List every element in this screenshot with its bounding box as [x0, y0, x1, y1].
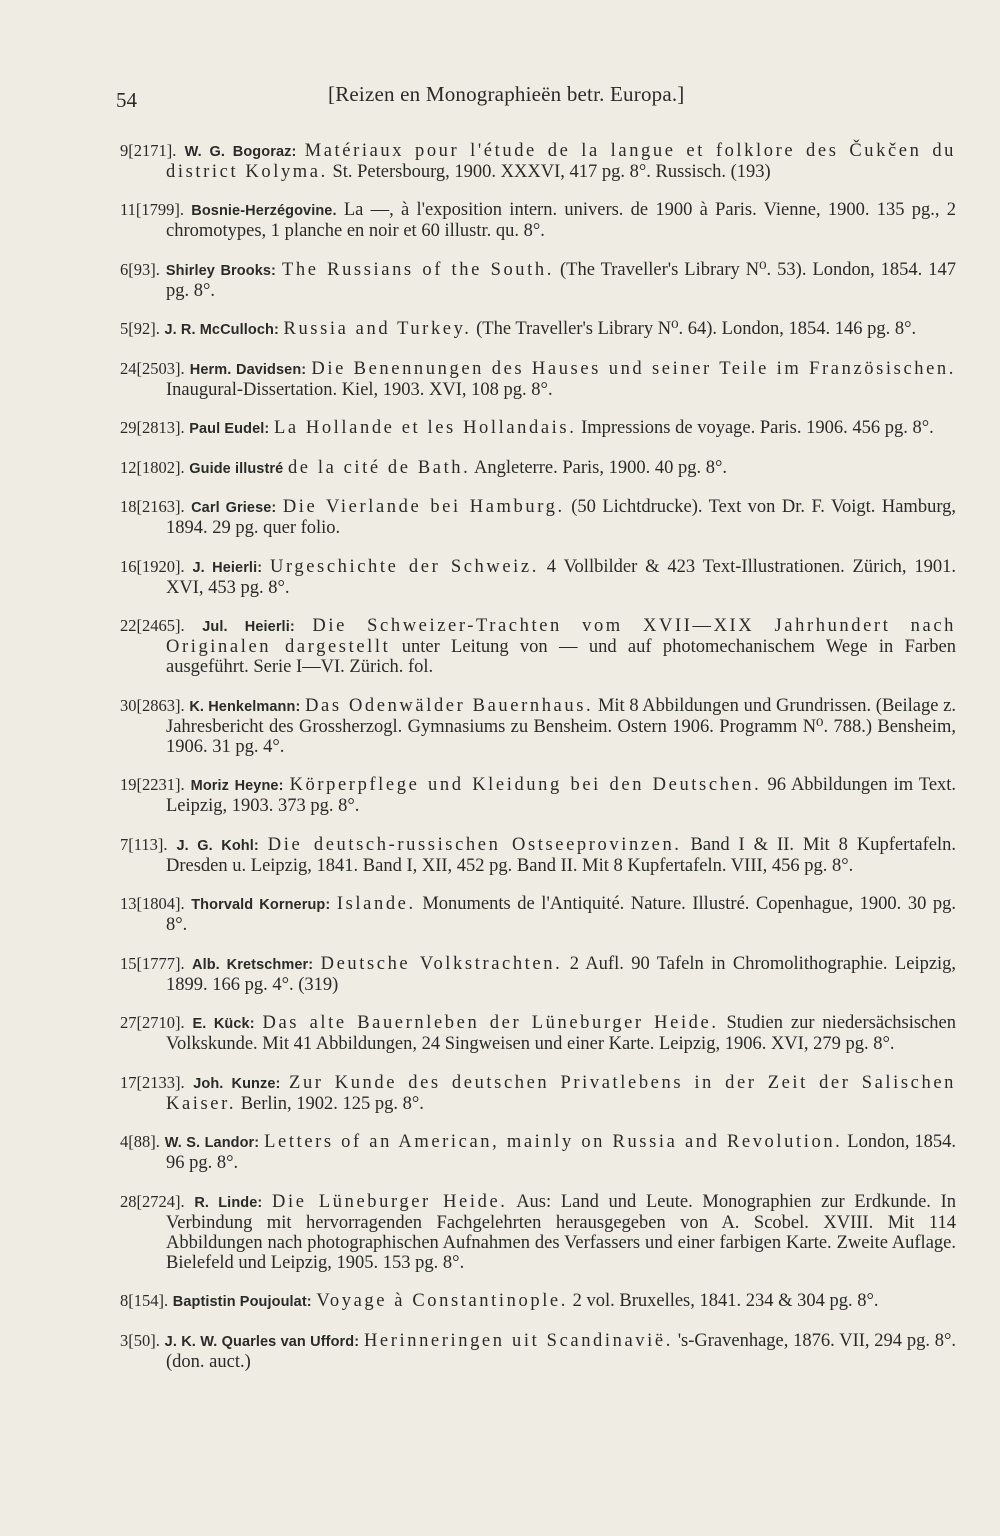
- bibliography-entry: [120, 1073, 956, 1114]
- entry-details: Band I & II. Mit 8 Kupfertafeln. Dresden u. Leipzig, 1841. Band I, XII, 452 pg. Band II. Mit 8 Kupfertafeln. VIII, 456 pg. 8°.: [166, 834, 957, 876]
- entry-details: Aus: Land und Leute. Monographien zur Erdkunde. In Verbindung mit hervorragenden Fachgelehrten herausgegeben von A. Scobel. XVIII. Mit 114 Abbildungen nach photographischen Aufnahmen des Verfassers und einer farbigen Karte. Zweite Auflage. Bielefeld und Leipzig, 1905. 153 pg. 8°.: [166, 1191, 957, 1273]
- entry-title: Die Lüneburger Heide.: [272, 1191, 508, 1212]
- entry-number: 19[2231].: [120, 775, 185, 794]
- entry-details: (The Traveller's Library N⁰. 64). London, 1854. 146 pg. 8°.: [476, 319, 917, 339]
- entry-title: Die Schweizer-Trachten vom XVII—XIX Jahrhundert nach Originalen dargestellt: [166, 616, 956, 657]
- entry-title: Zur Kunde des deutschen Privatlebens in der Zeit der Salischen Kaiser.: [166, 1072, 956, 1114]
- entry-number: 9[2171].: [120, 140, 177, 160]
- bibliography-entry: [120, 260, 956, 301]
- entry-number: 18[2163].: [120, 497, 185, 516]
- entry-author: J. Heierli:: [192, 559, 263, 576]
- entry-author: Shirley Brooks:: [165, 262, 276, 279]
- entry-title: The Russians of the South.: [281, 259, 554, 280]
- entry-title: Die Vierlande bei Hamburg.: [282, 497, 565, 517]
- bibliography-entry: [120, 1132, 956, 1173]
- entry-number: 17[2133].: [120, 1072, 185, 1092]
- entry-number: 4[88].: [120, 1132, 160, 1151]
- bibliography-entry: [120, 954, 956, 995]
- entry-details: Monuments de l'Antiquité. Nature. Illustré. Copenhague, 1900. 30 pg. 8°.: [166, 894, 957, 935]
- entry-author: Joh. Kunze:: [193, 1075, 281, 1092]
- bibliography-entry: [120, 696, 956, 757]
- entry-title: Voyage à Constantinople.: [316, 1291, 568, 1311]
- entry-title: Russia and Turkey.: [283, 319, 472, 339]
- bibliography-entry: [120, 458, 956, 479]
- entry-author: K. Henkelmann:: [189, 698, 301, 715]
- entry-number: 5[92].: [120, 319, 160, 338]
- entry-author: Bosnie-Herzégovine.: [191, 203, 337, 219]
- entry-number: 7[113].: [120, 834, 168, 854]
- bibliography-entry: [120, 835, 956, 876]
- entry-author: Guide illustré: [189, 460, 284, 477]
- running-head: [Reizen en Monographieën betr. Europa.]: [328, 82, 685, 106]
- bibliography-entry: [120, 418, 956, 439]
- bibliography-entry: [120, 894, 956, 935]
- bibliography-list: [120, 122, 956, 1383]
- entry-details: Studien zur niedersächsischen Volkskunde. Mit 41 Abbildungen, 24 Singweisen und einer Karte. Leipzig, 1906. XVI, 279 pg. 8°.: [166, 1013, 956, 1054]
- entry-details: Impressions de voyage. Paris. 1906. 456 pg. 8°.: [581, 418, 934, 438]
- entry-author: J. K. W. Quarles van Ufford:: [164, 1333, 360, 1350]
- bibliography-entry: [120, 359, 956, 400]
- entry-number: 15[1777].: [120, 953, 185, 973]
- entry-title: Körperpflege und Kleidung bei den Deutschen.: [289, 775, 762, 795]
- entry-details: (The Traveller's Library N⁰. 53). London, 1854. 147 pg. 8°.: [166, 259, 957, 301]
- entry-title: Urgeschichte der Schweiz.: [270, 556, 539, 577]
- entry-title: La Hollande et les Hollandais.: [273, 418, 577, 438]
- entry-number: 11[1799].: [120, 200, 185, 219]
- entry-details: (50 Lichtdrucke). Text von Dr. F. Voigt. Hamburg, 1894. 29 pg. quer folio.: [166, 497, 957, 538]
- bibliography-entry: [120, 141, 956, 182]
- entry-details: Inaugural-Dissertation. Kiel, 1903. XVI, 108 pg. 8°.: [166, 379, 553, 400]
- entry-author: Alb. Kretschmer:: [192, 956, 314, 973]
- entry-details: Mit 8 Abbildungen und Grundrissen. (Beilage z. Jahresbericht des Grossherzogl. Gymnasiums zu Bensheim. Ostern 1906. Programm N⁰. 788.) Bensheim, 1906. 31 pg. 4°.: [166, 695, 957, 757]
- entry-author: J. G. Kohl:: [176, 837, 259, 854]
- entry-number: 29[2813].: [120, 418, 185, 437]
- entry-author: Thorvald Kornerup:: [191, 897, 331, 913]
- entry-number: 28[2724].: [120, 1191, 185, 1211]
- bibliography-entry: [120, 497, 956, 538]
- entry-number: 22[2465].: [120, 616, 185, 635]
- bibliography-entry: [120, 319, 956, 340]
- entry-details: 's-Gravenhage, 1876. VII, 294 pg. 8°. (don. auct.): [166, 1330, 957, 1372]
- entry-author: Paul Eudel:: [189, 421, 270, 437]
- entry-title: Deutsche Volkstrachten.: [320, 953, 563, 974]
- bibliography-entry: [120, 1291, 956, 1312]
- entry-title: Matériaux pour l'étude de la langue et folklore des Čukčen du district Kolyma.: [166, 140, 957, 182]
- entry-author: E. Kück:: [192, 1016, 255, 1032]
- entry-number: 27[2710].: [120, 1013, 185, 1032]
- entry-number: 3[50].: [120, 1330, 160, 1350]
- entry-details: unter Leitung von — und auf photomechanischem Wege in Farben ausgeführt. Serie I—VI. Zürich. fol.: [166, 637, 957, 677]
- entry-number: 24[2503].: [120, 358, 185, 378]
- entry-title: Die deutsch-russischen Ostseeprovinzen.: [267, 834, 682, 855]
- bibliography-entry: [120, 1013, 956, 1054]
- entry-author: J. R. McCulloch:: [164, 322, 279, 338]
- entry-details: 2 vol. Bruxelles, 1841. 234 & 304 pg. 8°.: [572, 1291, 879, 1311]
- entry-author: Herm. Davidsen:: [189, 361, 307, 378]
- page-number: 54: [116, 88, 137, 112]
- bibliography-entry: [120, 775, 956, 816]
- entry-details: Angleterre. Paris, 1900. 40 pg. 8°.: [474, 457, 727, 478]
- entry-details: 96 Abbildungen im Text. Leipzig, 1903. 373 pg. 8°.: [166, 775, 957, 816]
- entry-number: 6[93].: [120, 259, 160, 279]
- entry-title: Das alte Bauernleben der Lüneburger Heide.: [262, 1013, 719, 1033]
- entry-title: de la cité de Bath.: [287, 457, 471, 478]
- entry-author: Carl Griese:: [191, 500, 277, 516]
- entry-title: Das Odenwälder Bauernhaus.: [305, 695, 594, 716]
- entry-number: 8[154].: [120, 1291, 169, 1310]
- page-header: [116, 82, 946, 118]
- entry-author: W. S. Landor:: [164, 1135, 260, 1151]
- entry-details: La —, à l'exposition intern. univers. de 1900 à Paris. Vienne, 1900. 135 pg., 2 chromotypes, 1 planche en noir et 60 illustr. qu. 8°.: [166, 200, 957, 241]
- entry-details: London, 1854. 96 pg. 8°.: [166, 1132, 956, 1173]
- bibliography-entry: [120, 1192, 956, 1273]
- entry-number: 16[1920].: [120, 556, 185, 576]
- entry-author: R. Linde:: [194, 1194, 263, 1211]
- bibliography-entry: [120, 200, 956, 241]
- entry-details: 4 Vollbilder & 423 Text-Illustrationen. Zürich, 1901. XVI, 453 pg. 8°.: [166, 556, 956, 598]
- entry-author: Moriz Heyne:: [190, 778, 284, 794]
- entry-number: 13[1804].: [120, 894, 185, 913]
- entry-details: Berlin, 1902. 125 pg. 8°.: [240, 1093, 424, 1114]
- entry-number: 30[2863].: [120, 695, 185, 715]
- bibliography-entry: [120, 616, 956, 677]
- entry-number: 12[1802].: [120, 457, 185, 477]
- entry-author: W. G. Bogoraz:: [184, 143, 297, 160]
- bibliography-entry: [120, 1331, 956, 1372]
- entry-title: Letters of an American, mainly on Russia and Revolution.: [264, 1132, 843, 1152]
- entry-details: St. Petersbourg, 1900. XXXVI, 417 pg. 8°. Russisch. (193): [332, 161, 771, 182]
- entry-details: 2 Aufl. 90 Tafeln in Chromolithographie. Leipzig, 1899. 166 pg. 4°. (319): [166, 953, 957, 995]
- entry-author: Jul. Heierli:: [202, 619, 295, 635]
- entry-title: Die Benennungen des Hauses und seiner Teile im Französischen.: [311, 358, 956, 379]
- entry-title: Herinneringen uit Scandinavië.: [363, 1330, 673, 1351]
- entry-title: Islande.: [336, 894, 416, 914]
- entry-author: Baptistin Poujoulat:: [172, 1294, 312, 1310]
- bibliography-entry: [120, 557, 956, 598]
